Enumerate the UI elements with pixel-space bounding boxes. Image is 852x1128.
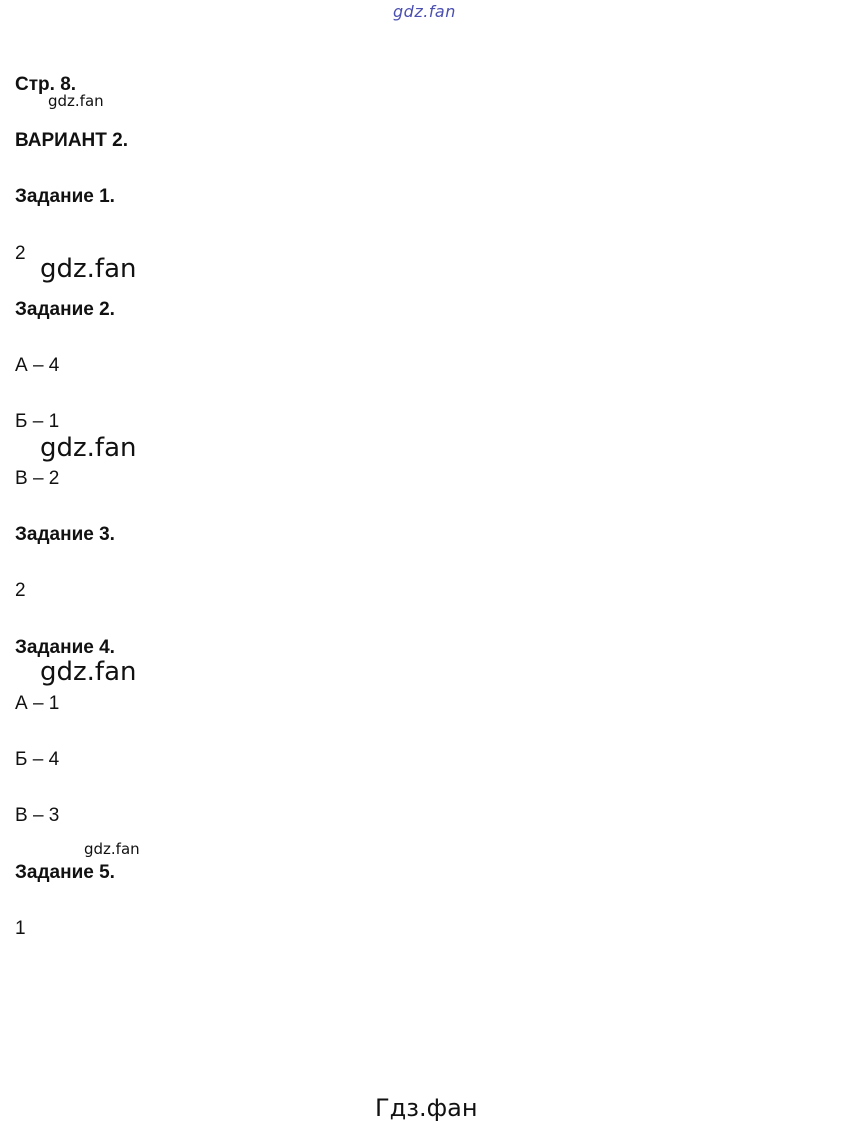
task-5-answer: 1 <box>15 918 26 939</box>
task-4-answer-a: А – 1 <box>15 693 60 714</box>
task-4-answer-b: Б – 4 <box>15 749 60 770</box>
page-label: Стр. 8. <box>15 74 77 95</box>
task-2-title: Задание 2. <box>15 299 115 320</box>
task-2-answer-v: В – 2 <box>15 468 60 489</box>
task-2-answer-a: А – 4 <box>15 355 60 376</box>
task-3-title: Задание 3. <box>15 524 115 545</box>
task-1-title: Задание 1. <box>15 186 115 207</box>
task-1-answer: 2 <box>15 243 26 264</box>
watermark-large: gdz.fan <box>40 433 137 463</box>
watermark-large: gdz.fan <box>40 657 137 687</box>
task-2-answer-b: Б – 1 <box>15 411 60 432</box>
watermark-small: gdz.fan <box>48 92 104 110</box>
task-4-answer-v: В – 3 <box>15 805 60 826</box>
top-watermark: gdz.fan <box>393 2 456 21</box>
task-3-answer: 2 <box>15 580 26 601</box>
task-4-title: Задание 4. <box>15 637 115 658</box>
task-5-title: Задание 5. <box>15 862 115 883</box>
watermark-small: gdz.fan <box>84 840 140 858</box>
variant-title: ВАРИАНТ 2. <box>15 130 128 151</box>
footer-watermark: Гдз.фан <box>375 1094 478 1122</box>
watermark-large: gdz.fan <box>40 254 137 284</box>
